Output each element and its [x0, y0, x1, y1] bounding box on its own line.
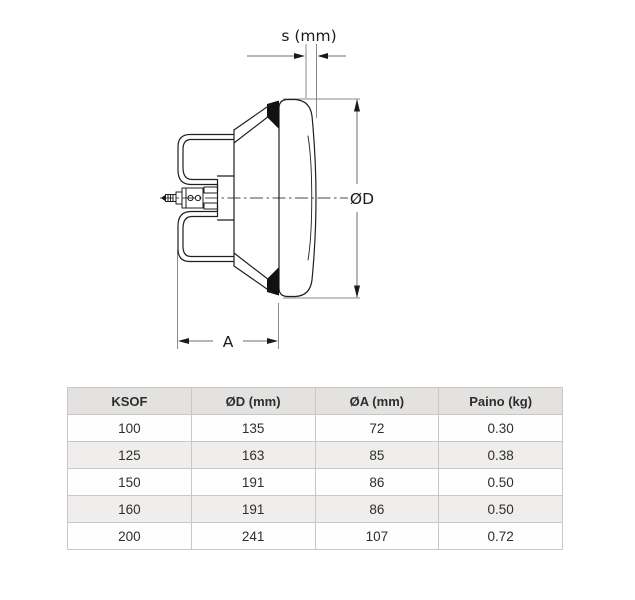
column-header: ØD (mm) [191, 388, 315, 415]
spring-bottom-outer [178, 204, 233, 262]
table-cell: 0.50 [439, 469, 563, 496]
table-cell: 163 [191, 442, 315, 469]
spring-bottom-inner [183, 217, 233, 257]
spring-top [178, 135, 233, 193]
dim-a-label: A [222, 333, 234, 351]
column-header: Paino (kg) [439, 388, 563, 415]
dim-d-label: ØD [349, 190, 375, 208]
dim-s-label: s (mm) [281, 27, 337, 45]
gasket-top [267, 101, 279, 130]
table-cell: 241 [191, 523, 315, 550]
table-cell: 0.30 [439, 415, 563, 442]
column-header: ØA (mm) [315, 388, 439, 415]
table-row [68, 415, 563, 442]
table-cell: 0.50 [439, 496, 563, 523]
cone-bottom-inner [234, 253, 269, 280]
d-arrowhead-down [354, 286, 360, 299]
table-cell: 191 [191, 469, 315, 496]
table-cell: 85 [315, 442, 439, 469]
dimension-a [178, 250, 279, 351]
table-cell: 150 [68, 469, 192, 496]
column-header: KSOF [68, 388, 192, 415]
dimension-s [247, 27, 346, 118]
table-cell: 200 [68, 523, 192, 550]
table-cell: 135 [191, 415, 315, 442]
table-cell: 100 [68, 415, 192, 442]
spring-end-top [204, 187, 218, 193]
table-cell: 0.72 [439, 523, 563, 550]
spring-top-inner [183, 140, 233, 180]
table-row [68, 442, 563, 469]
gasket-bottom [267, 267, 279, 296]
spring-bottom [178, 204, 233, 262]
spring-top-outer [178, 135, 233, 193]
dimension-d [283, 99, 374, 298]
a-arrowhead-left [178, 338, 189, 344]
disc-dome-contour [308, 136, 312, 260]
d-arrowhead-up [354, 99, 360, 112]
table-cell: 0.38 [439, 442, 563, 469]
table-cell: 191 [191, 496, 315, 523]
spring-end-bottom [204, 203, 218, 209]
a-arrowhead-right [267, 338, 278, 344]
table-row [68, 523, 563, 550]
dimensions-table [67, 387, 563, 550]
table-cell: 72 [315, 415, 439, 442]
table-header-row [68, 388, 563, 415]
cone-bottom-outer [234, 266, 272, 293]
cone-top-inner [234, 116, 269, 143]
s-arrowhead-right-pointing [294, 53, 305, 59]
s-arrowhead-left-pointing [318, 53, 329, 59]
table-row [68, 496, 563, 523]
table-row [68, 469, 563, 496]
screw-tip [161, 195, 166, 201]
cone-top-outer [234, 104, 272, 131]
table-cell: 86 [315, 469, 439, 496]
table-cell: 86 [315, 496, 439, 523]
table-cell: 107 [315, 523, 439, 550]
table-cell: 125 [68, 442, 192, 469]
table-cell: 160 [68, 496, 192, 523]
